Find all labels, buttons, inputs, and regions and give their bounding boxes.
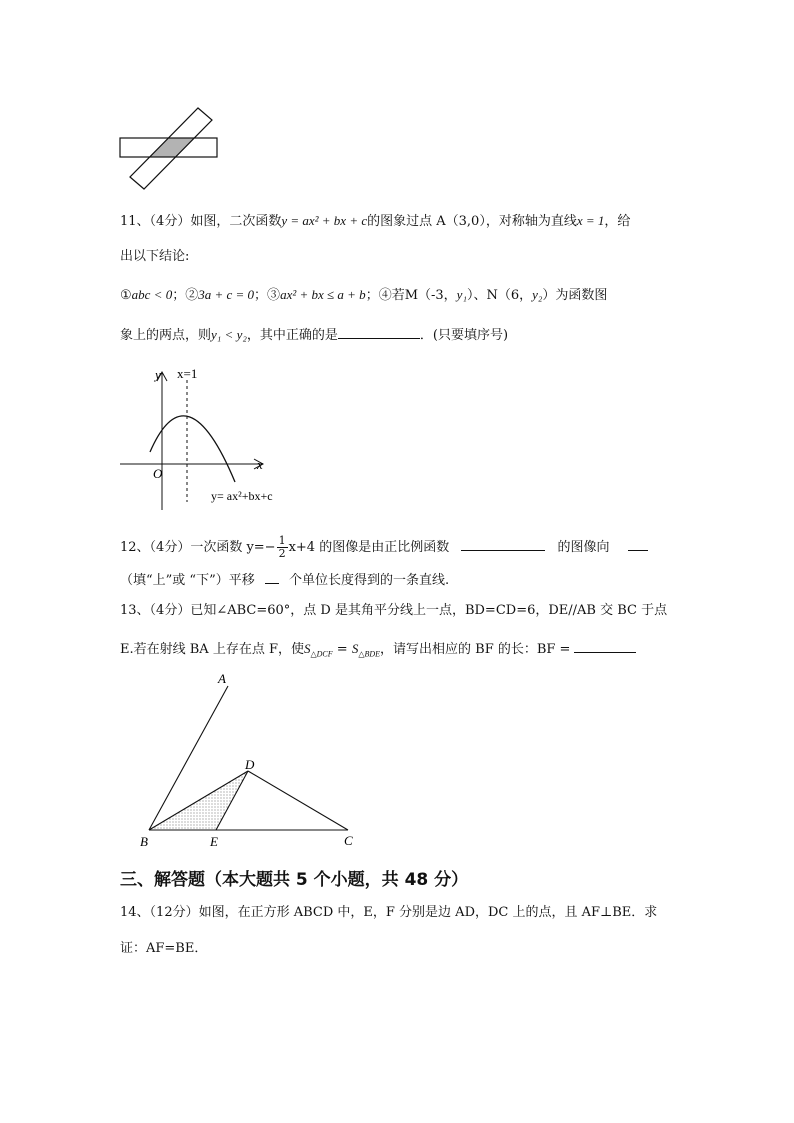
overlapping-strips-figure bbox=[112, 100, 232, 195]
q14-line-2: 证：AF=BE． bbox=[120, 941, 208, 956]
q11-conclusion-1: abc < 0 bbox=[131, 287, 173, 302]
q11-line-2: 出以下结论: bbox=[120, 249, 190, 264]
y-axis-label: y bbox=[155, 367, 161, 382]
q11-axis-equation: x = 1 bbox=[576, 213, 605, 228]
angle-bisector-figure bbox=[130, 668, 370, 853]
q12-blank-units[interactable] bbox=[265, 571, 279, 584]
q13-line-2: E.若在射线 BA 上存在点 F，使$S_{\triangle DCF} = S_{\triangle BDE}$，请写出相应的 BF 的长：BF = bbox=[120, 640, 636, 664]
point-e-label: E bbox=[210, 834, 218, 849]
q11-line-3: ①abc < 0；②3a + c = 0；③ax² + bx ≤ a + b；④若M（-3，y₁）、N（6，y₂）为函数图 bbox=[120, 287, 608, 303]
q12-line-1: 12、（4分）一次函数 y=− $\frac{1}{2}$ x+4 的图像是由正比例函数 的图像向 bbox=[120, 535, 648, 560]
x-axis-label: x bbox=[257, 457, 263, 472]
section-3-title: 三、解答题（本大题共 5 个小题，共 48 分） bbox=[120, 870, 469, 890]
q13-line-1: 13、（4分）已知∠ABC=60°，点 D 是其角平分线上一点，BD=CD=6，DE//AB 交 BC 于点 bbox=[120, 603, 668, 618]
parabola-curve bbox=[150, 416, 235, 482]
q14-line-1: 14、（12分）如图，在正方形 ABCD 中，E，F 分别是边 AD，DC 上的点，且 AF⊥BE．求 bbox=[120, 905, 658, 920]
symmetry-label: x=1 bbox=[177, 366, 198, 381]
q12-blank-direction[interactable] bbox=[628, 538, 648, 551]
curve-label: y= ax²+bx+c bbox=[211, 489, 273, 503]
q11-inequality: y₁ < y₂ bbox=[211, 327, 247, 342]
q12-fraction: $\frac{1}{2}$ bbox=[278, 534, 286, 560]
q11-line-4: 象上的两点，则y₁ < y₂，其中正确的是 ．(只要填序号) bbox=[120, 327, 509, 343]
parabola-graph bbox=[115, 362, 315, 512]
q13-answer-blank[interactable] bbox=[574, 640, 636, 653]
diagonal-strip-overlap bbox=[130, 108, 212, 189]
q11-answer-blank[interactable] bbox=[338, 326, 420, 339]
point-a-label: A bbox=[218, 671, 226, 686]
origin-label: O bbox=[153, 466, 163, 481]
q11-line-1: 11、（4分）如图，二次函数y = ax² + bx + c的图象过点 A（3,0），对称轴为直线x = 1，给 bbox=[120, 213, 631, 229]
point-d-label: D bbox=[245, 757, 255, 772]
q11-conclusion-3: ax² + bx ≤ a + b bbox=[280, 287, 366, 302]
q12-blank-function[interactable] bbox=[461, 538, 545, 551]
point-c-label: C bbox=[344, 833, 353, 848]
q11-conclusion-2: 3a + c = 0 bbox=[198, 287, 255, 302]
segment-dc bbox=[248, 771, 348, 830]
q11-function-expression: y = ax² + bx + c bbox=[281, 213, 368, 228]
point-b-label: B bbox=[140, 834, 148, 849]
q12-line-2: （填“上”或 “下”）平移 个单位长度得到的一条直线. bbox=[120, 573, 450, 588]
